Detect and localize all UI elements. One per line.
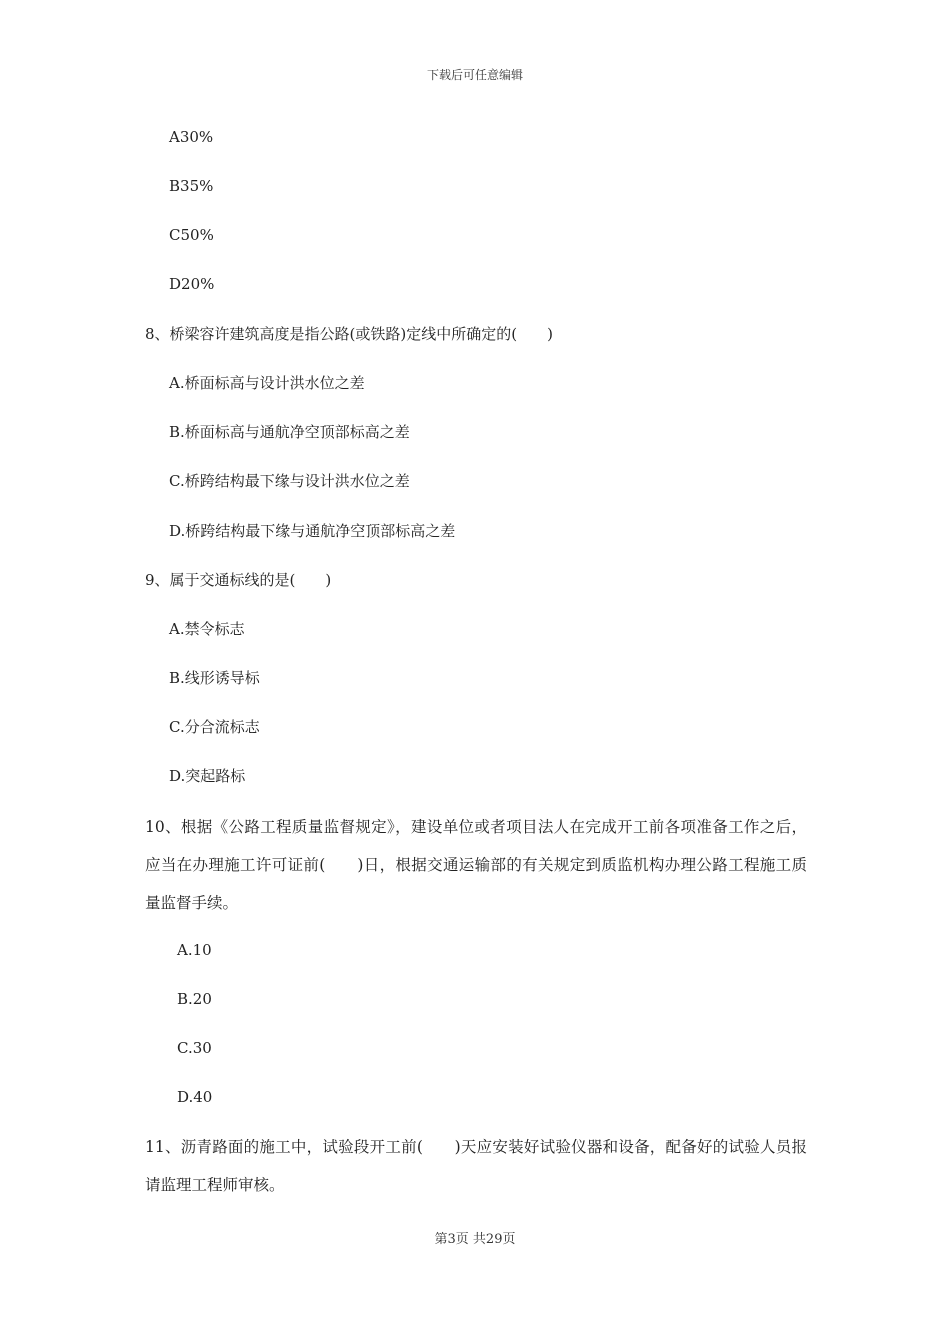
q8-stem: 8、桥梁容许建筑高度是指公路(或铁路)定线中所确定的( ) [145, 325, 553, 343]
q10-option-a: A.10 [177, 941, 212, 959]
q10-option-d: D.40 [177, 1088, 213, 1106]
q9-option-a: A.禁令标志 [169, 620, 245, 638]
q8-option-d: D.桥跨结构最下缘与通航净空顶部标高之差 [169, 522, 456, 540]
q10-option-c: C.30 [177, 1039, 212, 1057]
q8-option-b: B.桥面标高与通航净空顶部标高之差 [169, 423, 410, 441]
q7-option-d: D20% [169, 275, 215, 293]
q8-option-a: A.桥面标高与设计洪水位之差 [169, 374, 365, 392]
page-header: 下载后可任意编辑 [426, 68, 523, 82]
q7-option-b: B35% [169, 177, 214, 195]
q10-stem: 10、根据《公路工程质量监督规定》，建设单位或者项目法人在完成开工前各项准备工作之后，应当在办理施工许可证前( )日，根据交通运输部的有关规定到质监机构办理公路工程施工质量监督手续。 [145, 818, 807, 912]
q10-option-b: B.20 [177, 990, 212, 1008]
q8-option-c: C.桥跨结构最下缘与设计洪水位之差 [169, 472, 410, 490]
q11-stem: 11、沥青路面的施工中，试验段开工前( )天应安装好试验仪器和设备，配备好的试验人员报请监理工程师审核。 [145, 1138, 807, 1194]
page-footer: 第3页 共29页 [434, 1232, 516, 1247]
q7-option-c: C50% [169, 226, 214, 244]
q9-stem: 9、属于交通标线的是( ) [145, 571, 332, 589]
q7-option-a: A30% [169, 128, 214, 146]
q9-option-b: B.线形诱导标 [169, 669, 260, 687]
q9-option-d: D.突起路标 [169, 767, 246, 785]
q9-option-c: C.分合流标志 [169, 718, 260, 736]
